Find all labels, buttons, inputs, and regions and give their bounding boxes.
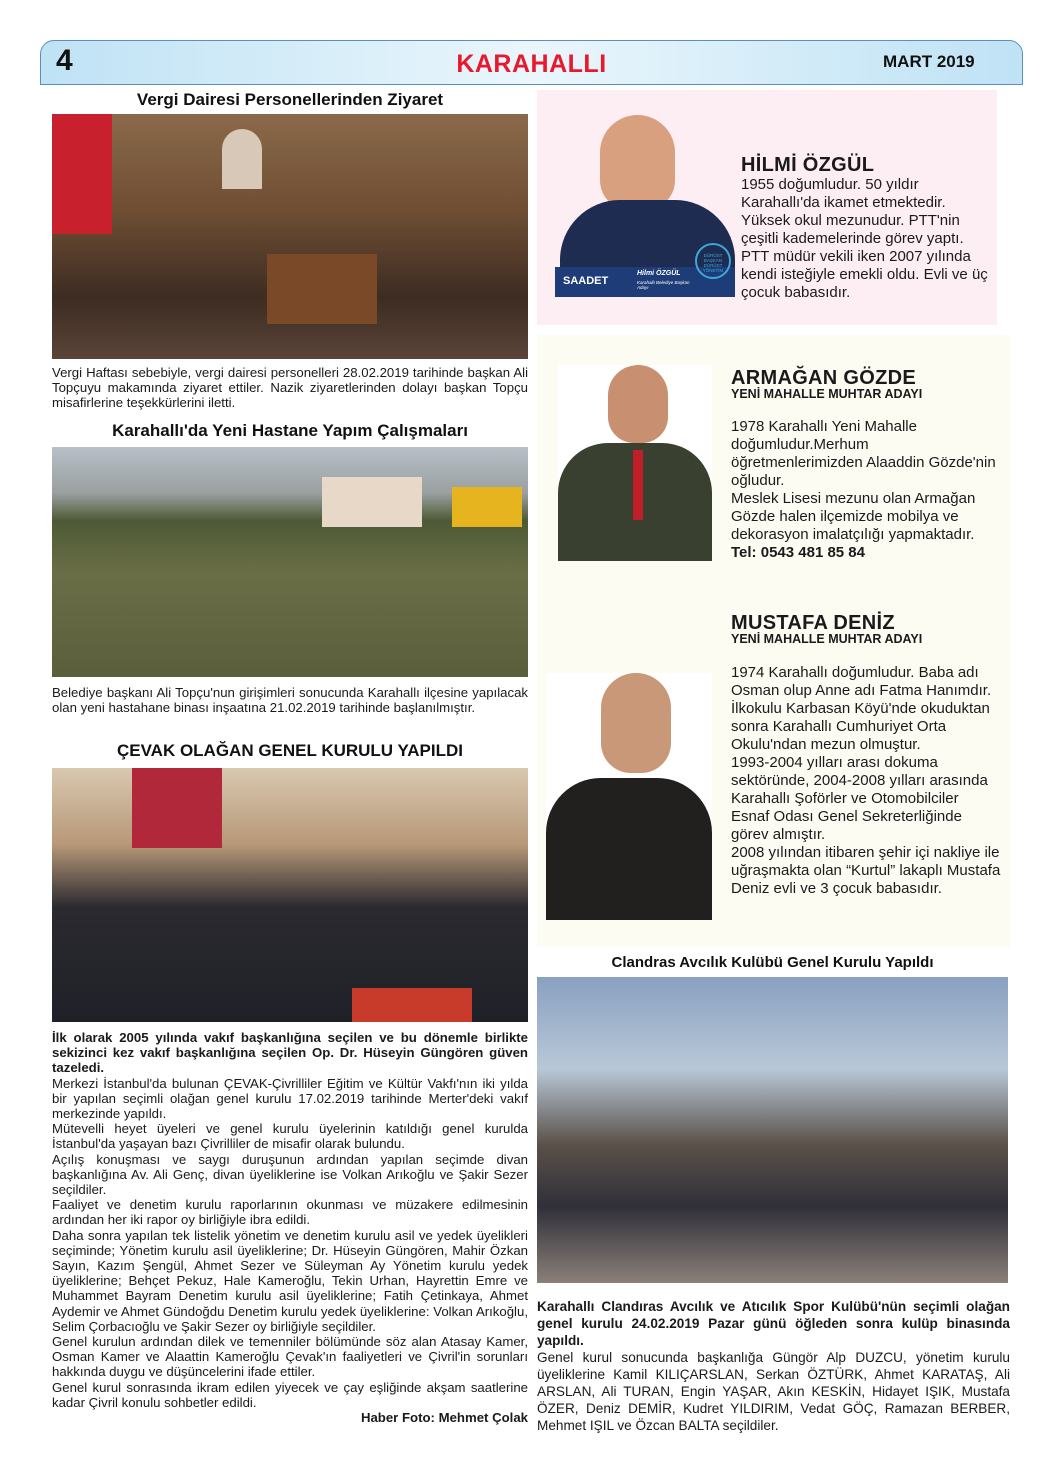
article3-body: [52, 1030, 528, 1425]
article3-paragraph: Faaliyet ve denetim kurulu raporlarının okunması ve müzakere edilmesinin ardından her iki rapor oy birliğiyle ibra edildi.: [52, 1197, 528, 1228]
article3-paragraph: Mütevelli heyet üyeleri ve genel kurulu üyelerinin katıldığı genel kurulda İstanbul'da yaşayan bazı Çivrilliler de misafir olarak bulundu.: [52, 1121, 528, 1152]
poster-party: SAADET: [563, 275, 609, 287]
poster-slogan: DÜRÜST BAŞKAN DÜRÜST YÖNETİM: [695, 243, 731, 279]
candidate1-name: HİLMİ ÖZGÜL: [741, 154, 875, 176]
bio-paragraph: 1978 Karahallı Yeni Mahalle doğumludur.Merhum öğretmenlerimizden Alaaddin Gözde'nin oğludur.: [731, 418, 996, 489]
candidate1-bio: 1955 doğumludur. 50 yıldır Karahallı'da ikamet etmektedir. Yüksek okul mezunudur. PTT'nin çeşitli kademelerinde görev yaptı. PTT müdür vekili iken 2007 yılında kendi isteğiyle emekli oldu. Evli ve üç çocuk babasıdır.: [741, 176, 988, 301]
article4-body: [537, 1298, 1010, 1434]
bio-paragraph: 1993-2004 yılları arası dokuma sektöründe, 2004-2008 yılları arasında Karahallı Şoförler ve Otomobilciler Esnaf Odası Genel Sekreterliğinde görev almıştır.: [731, 754, 988, 843]
article3-photo: [52, 768, 528, 1022]
article3-title: ÇEVAK OLAĞAN GENEL KURULU YAPILDI: [116, 741, 464, 760]
candidate2-bio: [731, 418, 1001, 562]
article2-caption: Belediye başkanı Ali Topçu'nun girişimleri sonucunda Karahallı ilçesine yapılacak olan yeni hastahane binası inşaatına 21.02.2019 tarihinde başlanılmıştır.: [52, 685, 528, 716]
candidate2-photo: [558, 365, 712, 561]
article3-paragraph: Genel kurulun ardından dilek ve temenniler bölümünde söz alan Atasay Kamer, Osman Kamer ve Alaattin Kameroğlu Çevak'ın faaliyetleri ve Çivril'in sorunları hakkında duygu ve düşüncelerini ifade ettiler.: [52, 1334, 528, 1380]
candidate2-subtitle: YENİ MAHALLE MUHTAR ADAYI: [731, 387, 923, 401]
page-number: 4: [56, 44, 73, 77]
article3-paragraph: Genel kurul sonrasında ikram edilen yiyecek ve çay eşliğinde akşam saatlerine kadar Çivril konulu sohbetler edildi.: [52, 1379, 528, 1410]
candidate1-photo: [555, 115, 735, 297]
article3-paragraph: Daha sonra yapılan tek listelik yönetim ve denetim kurulu asil ve yedek üyelikleri seçiminde; Yönetim kurulu asil üyeliklerine; Dr. Hüseyin Güngören, Mahir Özkan Sayın, Kazım Şengül, Ahmet Sezer ve Süleyman Ay Yönetim kurulu yedek üyeliklerine; Behçet Pekuz, Hale Kameroğlu, Tekin Urhan, Hayrettin Emre ve Muhammet Bayram Denetim kurulu asil üyeliklerine; Fatih Çetinkaya, Ahmet Aydemir ve Ahmet Gündoğdu Denetim kurulu yedek üyeliklerine: Volkan Arıkoğlu, Selim Çorbacıoğlu ve Şakir Sezer oy birliğiyle seçildiler.: [52, 1227, 528, 1334]
candidate2-phone: Tel: 0543 481 85 84: [731, 544, 865, 561]
article1-photo: [52, 114, 528, 359]
poster-role: Karahallı Belediye Başkan Adayı: [637, 280, 690, 290]
article3-lead: İlk olarak 2005 yılında vakıf başkanlığına seçilen ve bu dönemle birlikte sekizinci kez vakıf başkanlığına seçilen Op. Dr. Hüseyin Güngören güven tazeledi.: [52, 1030, 528, 1076]
bio-paragraph: 1974 Karahallı doğumludur. Baba adı Osman olup Anne adı Fatma Hanımdır. İlkokulu Karbasan Köyü'nde okuduktan sonra Karahallı Cumhuriyet Orta Okulu'ndan mezun olmuştur.: [731, 664, 992, 753]
article3-paragraph: Açılış konuşması ve saygı duruşunun ardından yapılan seçimde divan başkanlığına Av. Ali Genç, divan üyeliklerine ise Volkan Arıkoğlu ve Şakir Sezer seçildiler.: [52, 1151, 528, 1198]
issue-date: MART 2019: [883, 52, 975, 71]
candidate3-name: MUSTAFA DENİZ: [731, 612, 895, 634]
candidate3-bio: [731, 664, 1001, 898]
bio-paragraph: 2008 yılından itibaren şehir içi nakliye ile uğraşmakta olan “Kurtul” lakaplı Mustafa Deniz evli ve 3 çocuk babasıdır.: [731, 844, 1001, 897]
candidate3-photo: [546, 673, 712, 920]
article1-title: Vergi Dairesi Personellerinden Ziyaret: [136, 90, 444, 109]
article4-paragraph: Genel kurul sonucunda başkanlığa Güngör Alp DUZCU, yönetim kurulu üyeliklerine Kamil KILIÇARSLAN, Serkan ÖZTÜRK, Ahmet KARATAŞ, Ali ARSLAN, Ali TURAN, Engin YAŞAR, Akın KESKİN, Hidayet IŞIK, Mustafa ÖZER, Deniz DEMİR, Kudret YILDIRIM, Vedat GÖÇ, Ramazan BERBER, Mehmet IŞIL ve Özcan BALTA seçildiler.: [537, 1350, 1010, 1433]
article4-lead: Karahallı Clandıras Avcılık ve Atıcılık Spor Kulübü'nün seçimli olağan genel kurulu 24.02.2019 Pazar günü öğleden sonra kulüp binasında yapıldı.: [537, 1299, 1010, 1348]
poster-name: Hilmi ÖZGÜL: [637, 270, 681, 277]
article4-title: Clandras Avcılık Kulübü Genel Kurulu Yapıldı: [611, 954, 934, 971]
candidate3-subtitle: YENİ MAHALLE MUHTAR ADAYI: [731, 632, 923, 646]
article2-photo: [52, 447, 528, 677]
article4-photo: [537, 977, 1008, 1283]
bio-paragraph: Meslek Lisesi mezunu olan Armağan Gözde halen ilçemizde mobilya ve dekorasyon imalatçılığı yapmaktadır.: [731, 490, 976, 543]
article3-credit: Haber Foto: Mehmet Çolak: [360, 1410, 528, 1426]
article1-caption: Vergi Haftası sebebiyle, vergi dairesi personelleri 28.02.2019 tarihinde başkan Ali Topçuyu makamında ziyaret ettiler. Nazik ziyaretlerinden dolayı başkan Topçu misafirlerine teşekkürlerini iletti.: [52, 365, 528, 411]
article2-title: Karahallı'da Yeni Hastane Yapım Çalışmaları: [112, 421, 468, 440]
candidate2-name: ARMAĞAN GÖZDE: [731, 367, 917, 389]
newspaper-brand: KARAHALLI: [456, 50, 607, 78]
article3-paragraph: Merkezi İstanbul'da bulunan ÇEVAK-Çivrilliler Eğitim ve Kültür Vakfı'nın iki yılda bir yapılan seçimli olağan genel kurulu 17.02.2019 tarihinde Merter'deki vakıf merkezinde yapıldı.: [52, 1075, 528, 1122]
